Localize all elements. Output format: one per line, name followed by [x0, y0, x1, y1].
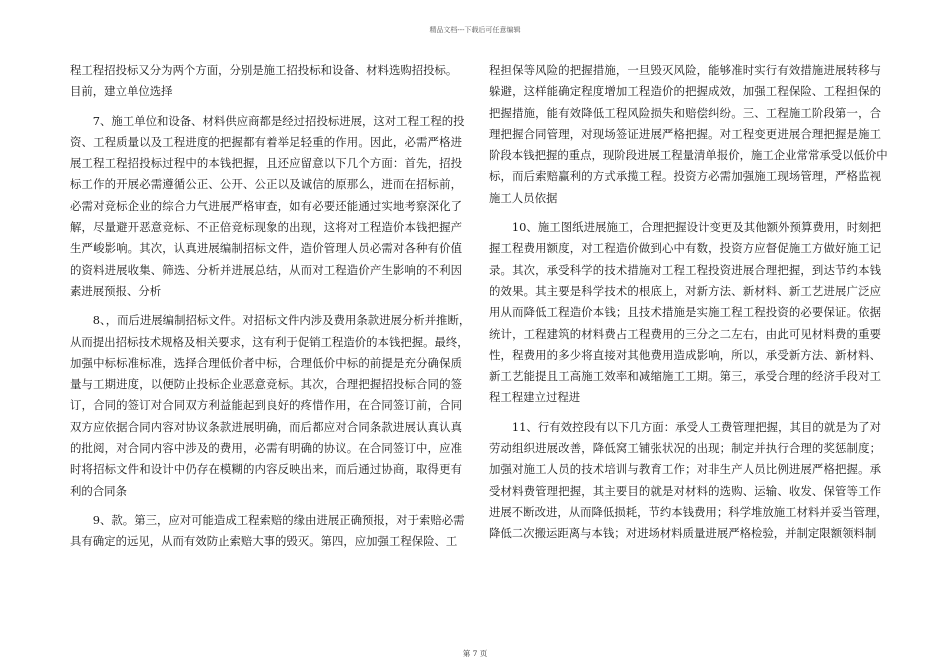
text-line: 把握措施，能有效降低工程风险损失和赔偿纠纷。三、工程施工阶段第一，合 [489, 105, 881, 120]
text-line: 躲避，这样能确定程度增加工程造价的把握成效，加强工程保险、工程担保的 [489, 84, 881, 99]
text-line: 具有确定的远见，从而有效防止索赔大事的毁灭。第四，应加强工程保险、工 [70, 534, 458, 549]
text-line: 量与工期进度，以便防止投标企业恶意竞标。其次，合理把握招投标合同的签 [70, 377, 462, 392]
right-column [489, 60, 888, 545]
text-line: 9、款。第三，应对可能造成工程索赔的缘由进展正确预报，对于索赔必需 [70, 512, 465, 527]
text-line: 阶段本钱把握的重点，现阶段进展工程量清单报价，施工企业常常承受以低价中 [489, 148, 888, 163]
text-line: 资、工程质量以及工程进度的把握都有着举足轻重的作用。因此，必需严格进 [70, 134, 462, 149]
text-line: 用从而降低工程造价本钱；且技术措施是实施工程工程投资的必要保证。依据 [489, 305, 881, 320]
text-line: 从而提出招标技术规格及相关要求，这有利于促销工程造价的本钱把握。最终， [70, 334, 469, 349]
text-line: 解，尽量避开恶意竞标、不正倍竞标现象的出现，这将对工程造价本钱把握产 [70, 220, 462, 235]
paragraph-gap [70, 302, 462, 310]
text-line: 标，而后索赔赢利的方式承揽工程。投资方必需加强施工现场管理，严格监视 [489, 169, 881, 184]
text-line: 展工程工程招投标过程中的本钱把握，且还应留意以下几个方面：首先，招投 [70, 156, 462, 171]
page-header: 精品文档---下载后可任意编辑 [429, 26, 521, 34]
text-line: 受材料费管理把握，其主要目的就是对材料的选购、运输、收发、保管等工作 [489, 483, 881, 498]
text-line: 加强对施工人员的技术培训与教育工作；对非生产人员比例进展严格把握。承 [489, 462, 881, 477]
text-line: 11、行有效控段有以下几方面：承受人工费管理把握，其目的就是为了对 [489, 419, 881, 434]
text-line: 的效果。其主要是科学技术的根底上，对新方法、新材料、新工艺进展广泛应 [489, 283, 881, 298]
text-line: 时将招标文件和设计中仍存在模糊的内容反映出来，而后通过协商，取得更有 [70, 462, 462, 477]
text-line: 统计，工程建筑的材料费占工程费用的三分之二左右，由此可见材料费的重要 [489, 326, 881, 341]
text-line: 7、施工单位和设备、材料供应商都是经过招投标进展，这对工程工程的投 [70, 113, 465, 128]
text-line: 录。其次，承受科学的技术措施对工程工程投资进展合理把握，到达节约本钱 [489, 262, 881, 277]
text-line: 的资料进展收集、筛选、分析并进展总结，从而对工程造价产生影响的不利因 [70, 262, 462, 277]
text-line: 8、，而后进展编制招标文件。对招标文件内涉及费用条款进展分析并推断， [70, 313, 471, 328]
text-line: 加强中标标准标准，选择合理低价者中标，合理低价中标的前提是充分确保质 [70, 355, 462, 370]
text-line: 降低二次搬运距离与本钱；对进场材料质量进展严格检验，并制定限额领料制 [489, 526, 877, 541]
paragraph-gap [489, 409, 881, 417]
text-line: 10、施工图纸进展施工，合理把握设计变更及其他额外预算费用，时刻把 [489, 220, 881, 235]
text-line: 性，程费用的多少将直接对其他费用造成影响，所以，承受新方法、新材料、 [489, 347, 881, 362]
text-line: 必需对竞标企业的综合力气进展严格审查，如有必要还能通过实地考察深化了 [70, 198, 462, 213]
text-line: 新工艺能提且工高施工效率和减缩施工工期。第三，承受合理的经济手段对工 [489, 369, 881, 384]
paragraph-gap [70, 103, 462, 111]
text-line: 的批阅，对合同内容中涉及的费用，必需有明确的协议。在合同签订中，应准 [70, 441, 462, 456]
text-line: 标工作的开展必需遵循公正、公开、公正以及诚信的原那么，进而在招标前， [70, 177, 462, 192]
paragraph-gap [489, 209, 881, 217]
text-line: 理把握合同管理，对现场签证进展严格把握。对工程变更进展合理把握是施工 [489, 126, 881, 141]
text-line: 素进展预报、分析 [70, 283, 162, 298]
text-line: 程工程建立过程进 [489, 390, 581, 405]
text-line: 进展不断改进，从而降低损耗，节约本钱费用；科学堆放施工材料并妥当管理， [489, 504, 888, 519]
text-line: 劳动组织进展改善，降低窝工铺张状况的出现；制定并执行合理的奖惩制度； [489, 441, 881, 456]
text-line: 双方应依据合同内容对协议条款进展明确，而后都应对合同条款进展认真认真 [70, 419, 462, 434]
page-number: 第 7 页 [462, 649, 488, 658]
text-line: 订，合同的签订对合同双方利益能起到良好的疼惜作用，在合同签订前，合同 [70, 398, 462, 413]
text-line: 握工程费用额度，对工程造价做到心中有数，投资方应督促施工方做好施工记 [489, 241, 881, 256]
text-line: 施工人员依据 [489, 190, 558, 205]
left-column [70, 60, 471, 553]
text-line: 目前，建立单位选择 [70, 84, 173, 99]
text-line: 程工程招投标又分为两个方面，分别是施工招投标和设备、材料选购招投标。 [70, 63, 458, 77]
text-line: 程担保等风险的把握措施，一旦毁灭风险，能够准时实行有效措施进展转移与 [489, 63, 881, 77]
text-line: 利的合同条 [70, 483, 127, 498]
paragraph-gap [70, 502, 462, 510]
text-line: 生严峻影响。其次，认真进展编制招标文件，造价管理人员必需对各种有价值 [70, 241, 462, 256]
